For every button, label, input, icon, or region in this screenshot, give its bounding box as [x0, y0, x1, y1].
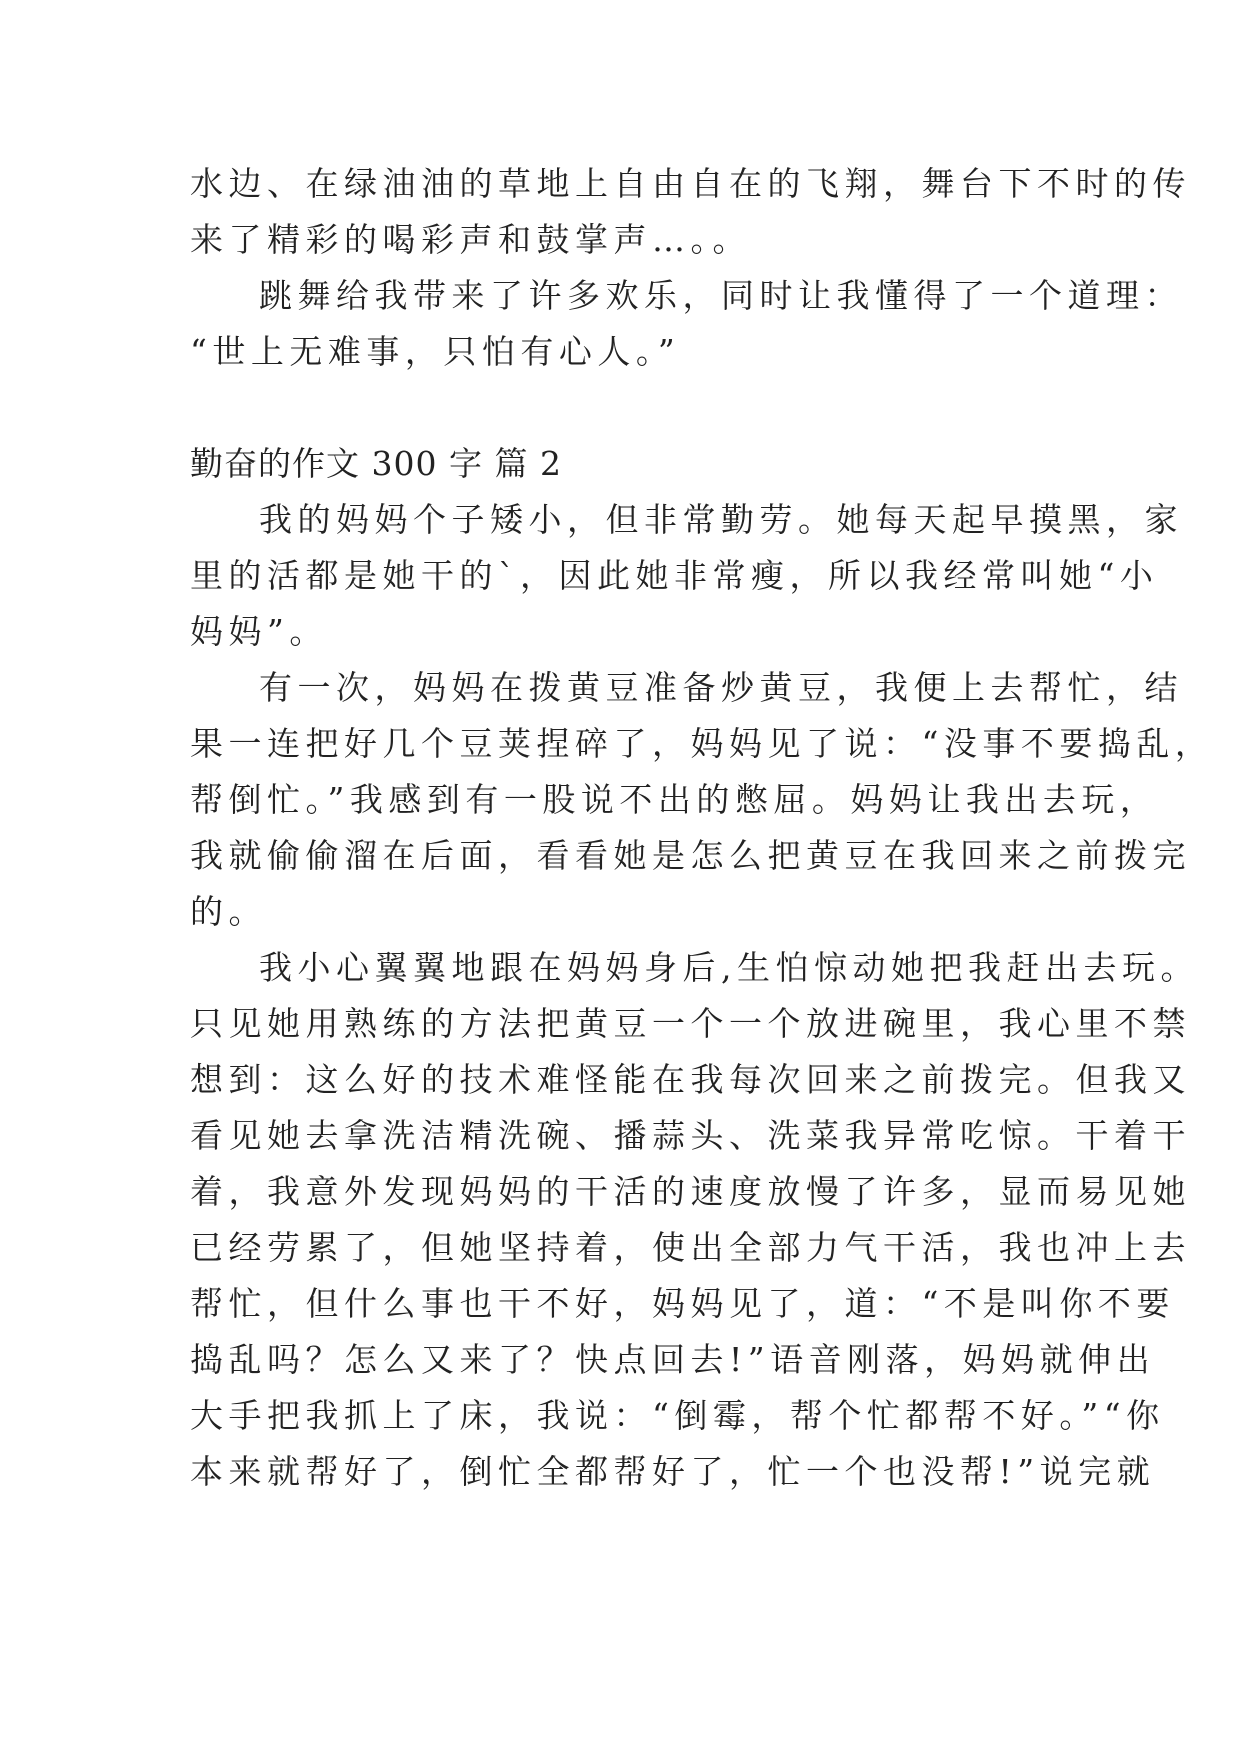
text-line: 捣乱吗？怎么又来了？快点回去!”语音刚落，妈妈就伸出	[190, 1340, 1156, 1379]
text-line: 水边、在绿油油的草地上自由自在的飞翔，舞台下不时的传	[190, 164, 1191, 203]
text-line: 果一连把好几个豆荚捏碎了，妈妈见了说：“没事不要捣乱，	[190, 724, 1214, 763]
text-line: 来了精彩的喝彩声和鼓掌声…。。	[190, 220, 751, 259]
paragraph-mother-intro	[190, 492, 1183, 660]
text-line: 妈妈”。	[190, 612, 328, 651]
blank-line	[190, 380, 1070, 436]
text-line: 帮忙，但什么事也干不好，妈妈见了，道：“不是叫你不要	[190, 1284, 1175, 1323]
text-line: 大手把我抓上了床，我说：“倒霉，帮个忙都帮不好。”“你	[190, 1396, 1165, 1435]
text-line: 我小心翼翼地跟在妈妈身后,生怕惊动她把我赶出去玩。	[259, 948, 1199, 987]
text-line: 的。	[190, 892, 267, 931]
text-line: 本来就帮好了，倒忙全都帮好了，忙一个也没帮!”说完就	[190, 1452, 1156, 1491]
text-line: 里的活都是她干的`，因此她非常瘦，所以我经常叫她“小	[190, 556, 1159, 595]
text-line: 想到：这么好的技术难怪能在我每次回来之前拨完。但我又	[190, 1060, 1191, 1099]
text-line: 有一次，妈妈在拨黄豆准备炒黄豆，我便上去帮忙，结	[259, 668, 1183, 707]
paragraph-lesson	[190, 268, 1183, 380]
text-line: 跳舞给我带来了许多欢乐，同时让我懂得了一个道理：	[259, 276, 1183, 315]
text-line: 看见她去拿洗洁精洗碗、播蒜头、洗菜我异常吃惊。干着干	[190, 1116, 1191, 1155]
text-line: 我就偷偷溜在后面，看看她是怎么把黄豆在我回来之前拨完	[190, 836, 1191, 875]
text-line: 已经劳累了，但她坚持着，使出全部力气干活，我也冲上去	[190, 1228, 1191, 1267]
paragraph-following-mother	[190, 940, 1199, 1500]
text-line: “世上无难事，只怕有心人。”	[190, 332, 681, 371]
paragraph-peeling-beans	[190, 660, 1214, 940]
paragraph-continuation	[190, 156, 1191, 268]
text-line: 帮倒忙。”我感到有一股说不出的憋屈。妈妈让我出去玩，	[190, 780, 1159, 819]
text-line: 我的妈妈个子矮小，但非常勤劳。她每天起早摸黑，家	[259, 500, 1183, 539]
essay-heading: 勤奋的作文 300 字 篇 2	[190, 444, 562, 483]
text-line: 着，我意外发现妈妈的干活的速度放慢了许多，显而易见她	[190, 1172, 1191, 1211]
text-line: 只见她用熟练的方法把黄豆一个一个放进碗里，我心里不禁	[190, 1004, 1191, 1043]
document-body	[190, 156, 1214, 1500]
